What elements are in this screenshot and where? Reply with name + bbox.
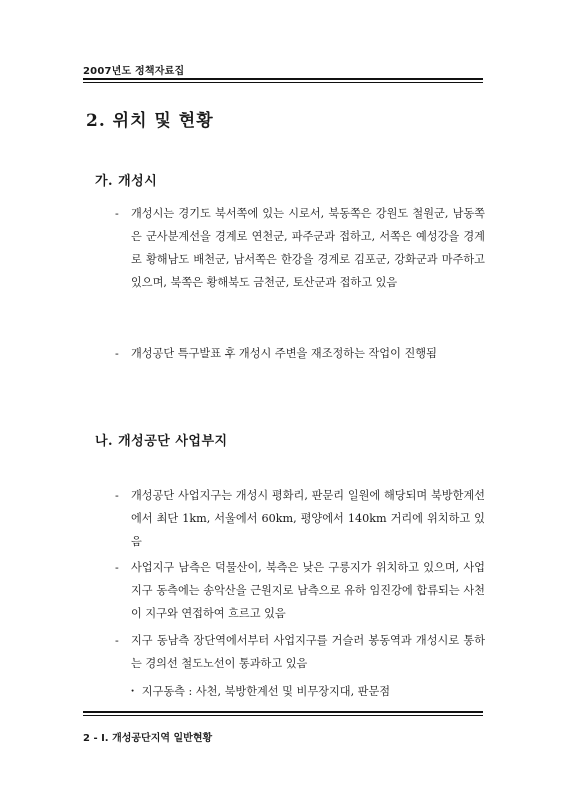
running-header: 2007년도 정책자료집 [83,66,185,77]
paragraph-item [115,484,485,553]
dash-marker: - [115,207,119,220]
dash-marker: - [115,561,119,574]
subsection-title-a: 가. 개성시 [95,174,158,189]
section-title: 2. 위치 및 현황 [86,111,214,131]
dash-marker: - [115,634,119,647]
running-footer: 2 - Ⅰ. 개성공단지역 일반현황 [83,733,213,744]
paragraph-text: 개성공단 특구발표 후 개성시 주변을 재조정하는 작업이 진행됨 [131,347,437,360]
subsection-title-b: 나. 개성공단 사업부지 [95,434,228,449]
bullet-item: ・ 지구동측 : 사천, 북방한계선 및 비무장지대, 판문점 [127,685,391,698]
paragraph-text: 개성공단 사업지구는 개성시 평화리, 판문리 일원에 해당되며 북방한계선에서 최단 1km, 서울에서 60km, 평양에서 140km 거리에 위치하고 있음 [131,489,485,548]
paragraph-text: 지구 동남측 장단역에서부터 사업지구를 거슬러 봉동역과 개성시로 통하는 경의선 철도노선이 통과하고 있음 [131,634,485,670]
header-rule-thin [83,82,483,83]
paragraph-item [115,556,485,625]
paragraph-item [115,342,485,365]
footer-rule-thick [83,711,483,713]
dash-marker: - [115,347,119,360]
paragraph-text: 사업지구 남측은 덕물산이, 북측은 낮은 구릉지가 위치하고 있으며, 사업지구 동측에는 송악산을 근원지로 남측으로 유하 임진강에 합류되는 사천이 지구와 연접하여 흐르고 있음 [131,561,485,620]
paragraph-item [115,202,485,294]
paragraph-item [115,629,485,675]
dash-marker: - [115,489,119,502]
header-rule-thick [83,78,483,80]
paragraph-text: 개성시는 경기도 북서쪽에 있는 시로서, 북동쪽은 강원도 철원군, 남동쪽은 군사분계선을 경계로 연천군, 파주군과 접하고, 서쪽은 예성강을 경계로 황해남도 배천군, 남서쪽은 한강을 경계로 김포군, 강화군과 마주하고 있으며, 북쪽은 황해북도 금천군, 토산군과 접하고 있음 [131,207,485,289]
footer-rule-thin [83,715,483,716]
